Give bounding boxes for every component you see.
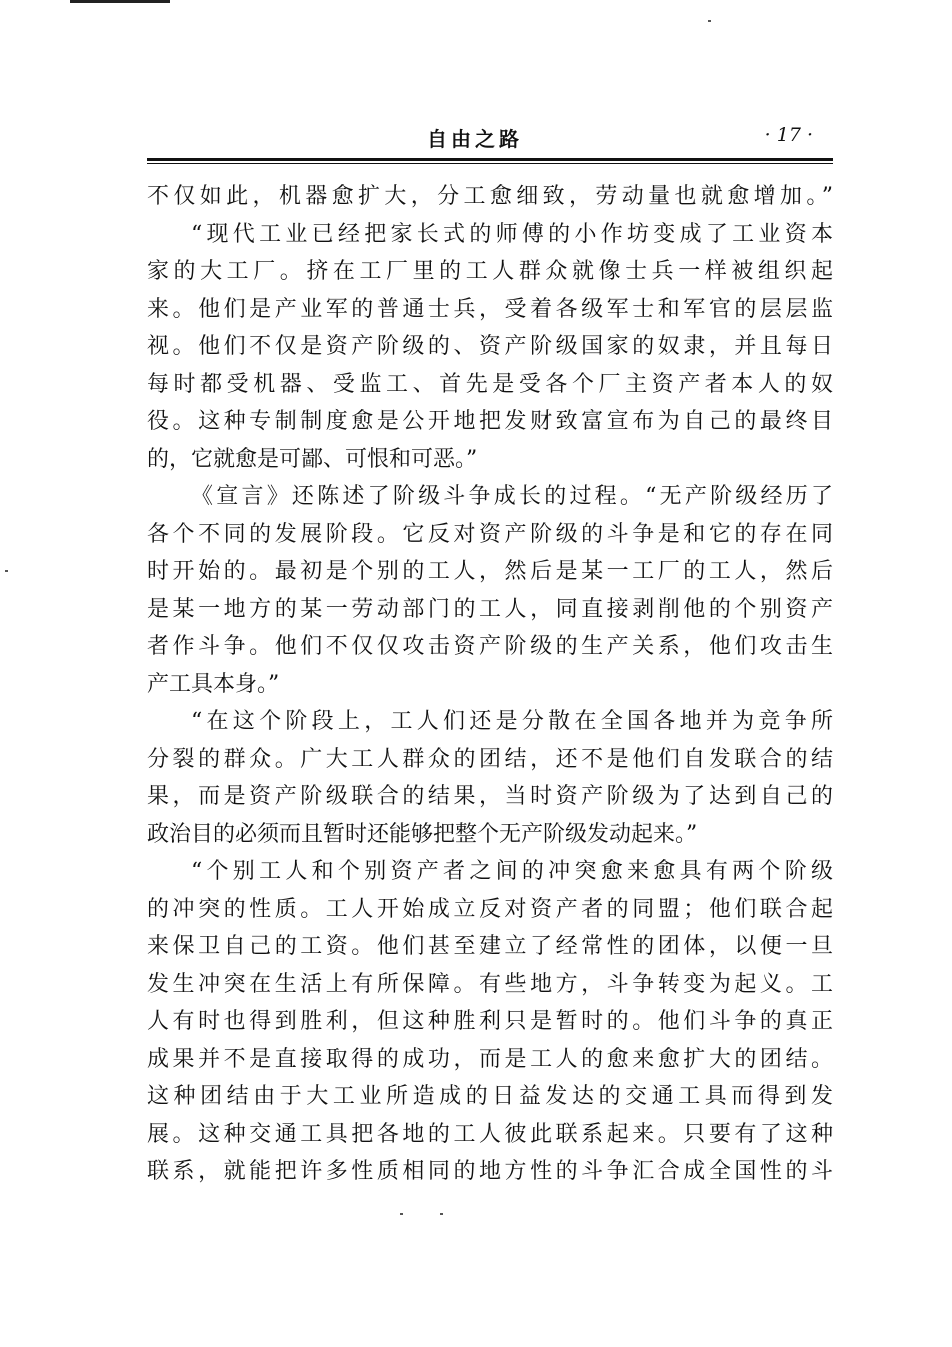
scan-speck xyxy=(5,570,8,572)
text-line: 产工具本身。” xyxy=(147,671,280,697)
text-line: 人有时也得到胜利，但这种胜利只是暂时的。他们斗争的真正 xyxy=(147,1009,833,1034)
text-line: 每时都受机器、受监工、首先是受各个厂主资产者本人的奴 xyxy=(147,371,833,397)
text-line: 来保卫自己的工资。他们甚至建立了经常性的团体，以便一旦 xyxy=(147,934,833,959)
text-line: 联系，就能把许多性质相同的地方性的斗争汇合成全国性的斗 xyxy=(147,1159,833,1184)
book-title: 自由之路 xyxy=(427,127,523,151)
scan-speck xyxy=(708,20,711,22)
text-line: 者作斗争。他们不仅仅攻击资产阶级的生产关系，他们攻击生 xyxy=(147,634,833,659)
text-line: 的冲突的性质。工人开始成立反对资产者的同盟；他们联合起 xyxy=(147,896,833,922)
scan-speck xyxy=(400,1213,403,1215)
text-line: 役。这种专制制度愈是公开地把发财致富宣布为自己的最终目 xyxy=(147,409,833,434)
scan-edge-mark xyxy=(70,0,170,3)
header-rule-thin xyxy=(147,163,833,164)
text-line: 视。他们不仅是资产阶级的、资产阶级国家的奴隶，并且每日 xyxy=(147,334,833,359)
text-line: “在这个阶段上，工人们还是分散在全国各地并为竞争所 xyxy=(191,709,833,734)
text-line: 政治目的必须而且暂时还能够把整个无产阶级发动起来。” xyxy=(147,821,698,847)
header-rule-thick xyxy=(147,158,833,161)
text-line: 果，而是资产阶级联合的结果，当时资产阶级为了达到自己的 xyxy=(147,784,833,809)
text-line: 分裂的群众。广大工人群众的团结，还不是他们自发联合的结 xyxy=(147,746,833,772)
text-line: 不仅如此，机器愈扩大，分工愈细致，劳动量也就愈增加。” xyxy=(147,184,833,209)
text-line: 发生冲突在生活上有所保障。有些地方，斗争转变为起义。工 xyxy=(147,971,833,997)
text-line: 《宣言》还陈述了阶级斗争成长的过程。“无产阶级经历了 xyxy=(191,484,833,509)
text-line: 时开始的。最初是个别的工人，然后是某一工厂的工人，然后 xyxy=(147,559,833,584)
page-number: · 17 · xyxy=(764,124,813,146)
text-line: 的，它就愈是可鄙、可恨和可恶。” xyxy=(147,446,478,472)
text-line: 是某一地方的某一劳动部门的工人，同直接剥削他的个别资产 xyxy=(147,596,833,622)
text-line: 成果并不是直接取得的成功，而是工人的愈来愈扩大的团结。 xyxy=(147,1046,833,1072)
scan-speck xyxy=(440,1213,443,1215)
text-line: 各个不同的发展阶段。它反对资产阶级的斗争是和它的存在同 xyxy=(147,521,833,547)
text-line: 来。他们是产业军的普通士兵，受着各级军士和军官的层层监 xyxy=(147,296,833,322)
text-line: 家的大工厂。挤在工厂里的工人群众就像士兵一样被组织起 xyxy=(147,259,833,284)
running-header xyxy=(147,120,833,160)
text-line: “个别工人和个别资产者之间的冲突愈来愈具有两个阶级 xyxy=(191,859,833,884)
text-line: 这种团结由于大工业所造成的日益发达的交通工具而得到发 xyxy=(147,1084,833,1109)
text-line: 展。这种交通工具把各地的工人彼此联系起来。只要有了这种 xyxy=(147,1121,833,1147)
text-line: “现代工业已经把家长式的师傅的小作坊变成了工业资本 xyxy=(191,221,833,247)
body-text xyxy=(147,178,833,1191)
